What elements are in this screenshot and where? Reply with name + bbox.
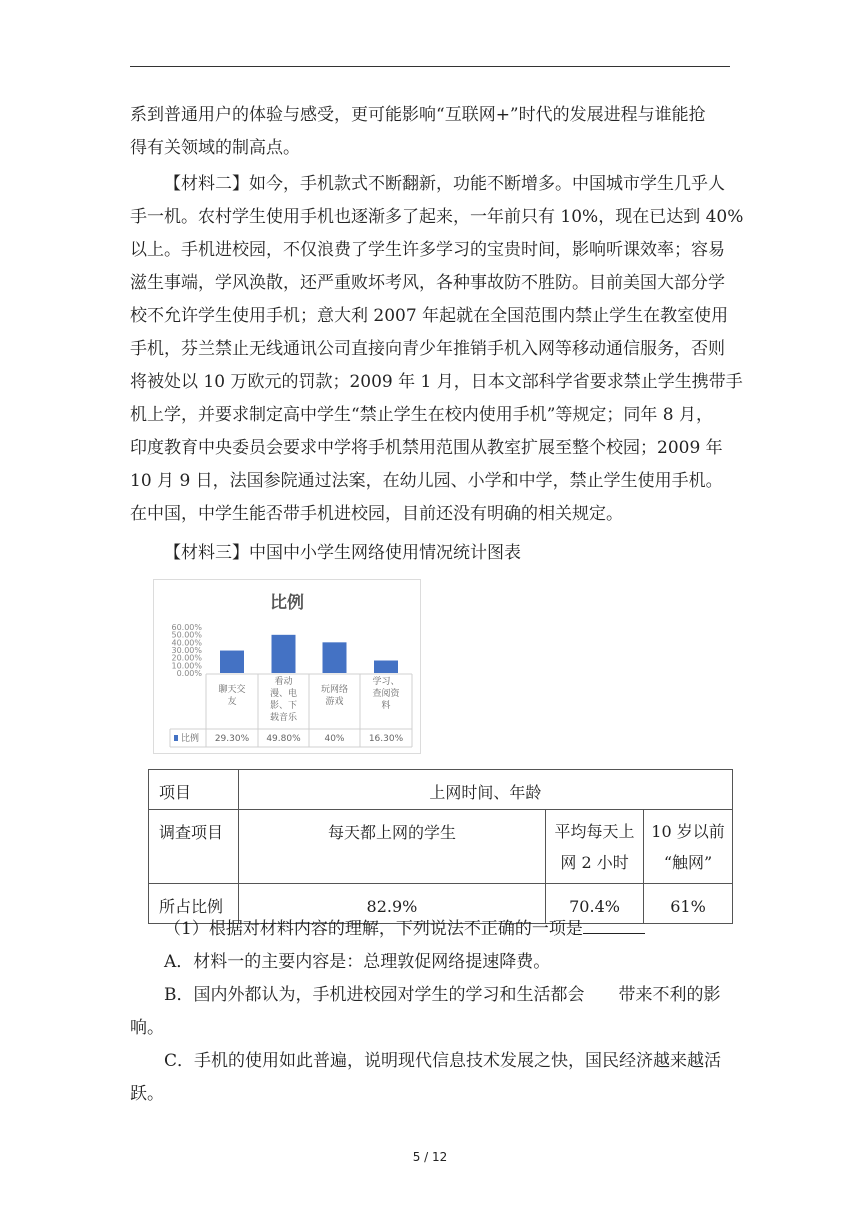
category-label: 聊天交 xyxy=(218,685,246,695)
text-line: 10 月 9 日，法国参院通过法案，在幼儿园、小学和中学，禁止学生使用手机。 xyxy=(130,471,723,491)
y-tick-label: 60.00% xyxy=(171,623,202,632)
cell-daily-online: 每天都上网的学生 xyxy=(327,823,456,842)
y-tick-label: 40.00% xyxy=(171,638,202,648)
category-label: 载音乐 xyxy=(269,713,298,723)
cell-line: “触网” xyxy=(663,853,713,872)
cell-line: 网 2 小时 xyxy=(560,853,629,872)
bar xyxy=(220,651,244,673)
cell-line: 10 岁以前 xyxy=(651,822,725,841)
table-row xyxy=(149,770,733,810)
y-tick-label: 10.00% xyxy=(171,661,202,671)
value-label: 29.30% xyxy=(214,734,250,744)
text-line: 【材料二】如今，手机款式不断翻新，功能不断增多。中国城市学生几乎人 xyxy=(164,174,725,194)
chart-title: 比例 xyxy=(270,593,304,613)
legend-key xyxy=(174,735,178,741)
option-c: C．手机的使用如此普遍，说明现代信息技术发展之快，国民经济越来越活 xyxy=(164,1051,722,1071)
cell-before-ten xyxy=(644,810,732,878)
cell-label-ratio: 所占比例 xyxy=(159,897,224,916)
text-line: 手机，芬兰禁止无线通讯公司直接向青少年推销手机入网等移动通信服务，否则 xyxy=(130,339,725,359)
cell-line: 平均每天上 xyxy=(554,822,635,841)
legend-label: 比例 xyxy=(181,734,200,744)
paragraph-material-three xyxy=(130,537,730,570)
table-cell xyxy=(546,810,644,884)
y-tick-label: 50.00% xyxy=(171,630,202,640)
option-c-cont: 跃。 xyxy=(130,1084,164,1104)
answer-blank[interactable] xyxy=(583,917,645,934)
category-label: 漫、电 xyxy=(269,689,298,699)
category-label: 料 xyxy=(381,701,391,711)
option-b: B．国内外都认为，手机进校园对学生的学习和生活都会 带来不利的影 xyxy=(164,985,721,1005)
y-tick-label: 0.00% xyxy=(176,669,202,678)
y-tick-label: 20.00% xyxy=(171,653,202,663)
question-stem xyxy=(130,913,730,946)
value-label: 49.80% xyxy=(266,734,301,744)
bar xyxy=(374,661,398,673)
table-cell xyxy=(149,810,239,884)
text-line: 以上。手机进校园，不仅浪费了学生许多学习的宝贵时间，影响听课效率；容易 xyxy=(130,240,725,260)
text-line: 校不允许学生使用手机；意大利 2007 年起就在全国范围内禁止学生在教室使用 xyxy=(130,306,729,326)
category-label: 学习、 xyxy=(372,677,400,687)
page-number: 5 / 12 xyxy=(412,1150,448,1164)
bar xyxy=(272,635,296,673)
text-line: 将被处以 10 万欧元的罚款；2009 年 1 月，日本文部科学省要求禁止学生携带手 xyxy=(130,372,743,392)
table-cell xyxy=(238,810,545,884)
bar-chart xyxy=(153,579,421,754)
text-line: 手一机。农村学生使用手机也逐渐多了起来，一年前只有 10%，现在已达到 40% xyxy=(130,207,744,227)
category-label: 游戏 xyxy=(325,697,344,707)
option-a: A．材料一的主要内容是：总理敦促网络提速降费。 xyxy=(164,952,551,972)
cell-label-item: 项目 xyxy=(159,783,192,802)
value-label: 16.30% xyxy=(368,734,404,744)
cell-value-two-hours: 70.4% xyxy=(569,897,620,916)
text-line: 在中国，中学生能否带手机进校园，目前还没有明确的相关规定。 xyxy=(130,504,623,524)
category-label: 看动 xyxy=(274,677,293,687)
header-rule xyxy=(130,66,730,67)
paragraph-material-two xyxy=(130,168,744,531)
text-line: 得有关领域的制高点。 xyxy=(130,138,300,158)
text-line: 系到普通用户的体验与感受，更可能影响“互联网+”时代的发展进程与谁能抢 xyxy=(130,105,706,125)
text-line: 机上学，并要求制定高中学生“禁止学生在校内使用手机”等规定；同年 8 月， xyxy=(130,405,714,425)
cell-header-time-age: 上网时间、年龄 xyxy=(429,783,542,802)
cell-label-survey: 调查项目 xyxy=(159,823,224,842)
category-label: 玩网络 xyxy=(320,685,349,695)
table-cell xyxy=(238,770,732,810)
value-label: 40% xyxy=(324,734,345,744)
bar xyxy=(323,642,347,673)
table-row xyxy=(149,810,733,884)
option-b-cont: 响。 xyxy=(130,1018,164,1038)
chart-canvas xyxy=(154,580,420,753)
table-cell xyxy=(644,810,733,884)
table-cell xyxy=(149,770,239,810)
cell-two-hours xyxy=(546,810,643,878)
paragraph-material-one-end xyxy=(130,99,730,165)
cell-value-before-ten: 61% xyxy=(670,897,706,916)
y-tick-label: 30.00% xyxy=(171,646,202,655)
text-line: 印度教育中央委员会要求中学将手机禁用范围从教室扩展至整个校园；2009 年 xyxy=(130,438,723,458)
text-line: 滋生事端，学风涣散，还严重败坏考风，各种事故防不胜防。目前美国大部分学 xyxy=(130,273,725,293)
statistics-table xyxy=(148,769,733,924)
text-line: 【材料三】中国中小学生网络使用情况统计图表 xyxy=(164,543,521,563)
category-label: 查阅资 xyxy=(372,689,400,699)
category-label: 影、下 xyxy=(269,701,298,711)
question-block xyxy=(130,913,730,1111)
category-label: 友 xyxy=(227,697,237,707)
question-stem-text: （1）根据对材料内容的理解，下列说法不正确的一项是 xyxy=(164,919,583,939)
cell-value-daily: 82.9% xyxy=(366,897,418,916)
